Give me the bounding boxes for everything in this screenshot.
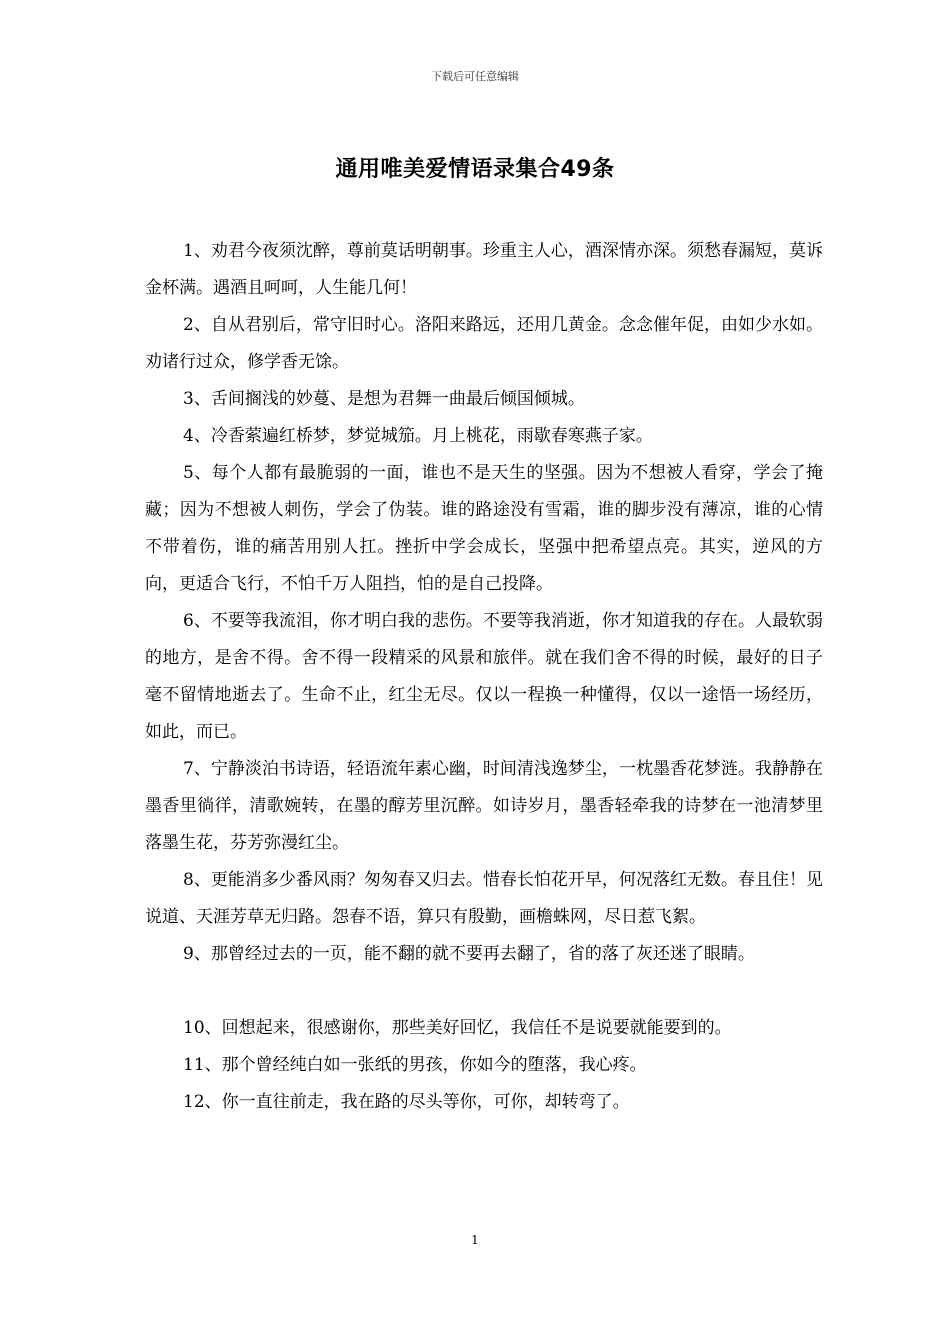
document-body — [145, 233, 823, 1121]
paragraph-5: 5、每个人都有最脆弱的一面，谁也不是天生的坚强。因为不想被人看穿，学会了掩藏；因为不想被人刺伤，学会了伪装。谁的路途没有雪霜，谁的脚步没有薄凉，谁的心情不带着伤，谁的痛苦用别人扛。挫折中学会成长，坚强中把希望点亮。其实，逆风的方向，更适合飞行，不怕千万人阻挡，怕的是自己投降。 — [145, 463, 823, 594]
paragraph-6: 6、不要等我流泪，你才明白我的悲伤。不要等我消逝，你才知道我的存在。人最软弱的地方，是舍不得。舍不得一段精采的风景和旅伴。就在我们舍不得的时候，最好的日子毫不留情地逝去了。生命不止，红尘无尽。仅以一程换一种懂得，仅以一途悟一场经历，如此，而已。 — [145, 611, 823, 742]
paragraph-1: 1、劝君今夜须沈醉，尊前莫话明朝事。珍重主人心，酒深情亦深。须愁春漏短，莫诉金杯满。遇酒且呵呵，人生能几何！ — [145, 241, 823, 298]
paragraph-4: 4、冷香萦遍红桥梦，梦觉城笳。月上桃花，雨歇春寒燕子家。 — [183, 426, 653, 446]
paragraph-10: 10、回想起来，很感谢你，那些美好回忆，我信任不是说要就能要到的。 — [183, 1018, 732, 1038]
paragraph-11: 11、那个曾经纯白如一张纸的男孩，你如今的堕落，我心疼。 — [183, 1055, 647, 1075]
header-note: 下载后可任意编辑 — [431, 70, 519, 83]
paragraph-3: 3、舌间搁浅的妙蔓、是想为君舞一曲最后倾国倾城。 — [183, 389, 585, 409]
paragraph-2: 2、自从君别后，常守旧时心。洛阳来路远，还用几黄金。念念催年促，由如少水如。劝诸行过众，修学香无馀。 — [145, 315, 823, 372]
page-number: 1 — [471, 1233, 479, 1247]
paragraph-9: 9、那曾经过去的一页，能不翻的就不要再去翻了，省的落了灰还迷了眼睛。 — [183, 944, 755, 964]
paragraph-7: 7、宁静淡泊书诗语，轻语流年素心幽，时间清浅逸梦尘，一枕墨香花梦涟。我静静在墨香里徜徉，清歌婉转，在墨的醇芳里沉醉。如诗岁月，墨香轻牵我的诗梦在一池清梦里落墨生花，芬芳弥漫红尘。 — [145, 759, 823, 853]
paragraph-12: 12、你一直往前走，我在路的尽头等你，可你，却转弯了。 — [183, 1092, 630, 1112]
paragraph-8: 8、更能消多少番风雨？匆匆春又归去。惜春长怕花开早，何况落红无数。春且住！见说道、天涯芳草无归路。怨春不语，算只有殷勤，画檐蛛网，尽日惹飞絮。 — [145, 870, 823, 927]
document-title: 通用唯美爱情语录集合49条 — [335, 157, 615, 182]
